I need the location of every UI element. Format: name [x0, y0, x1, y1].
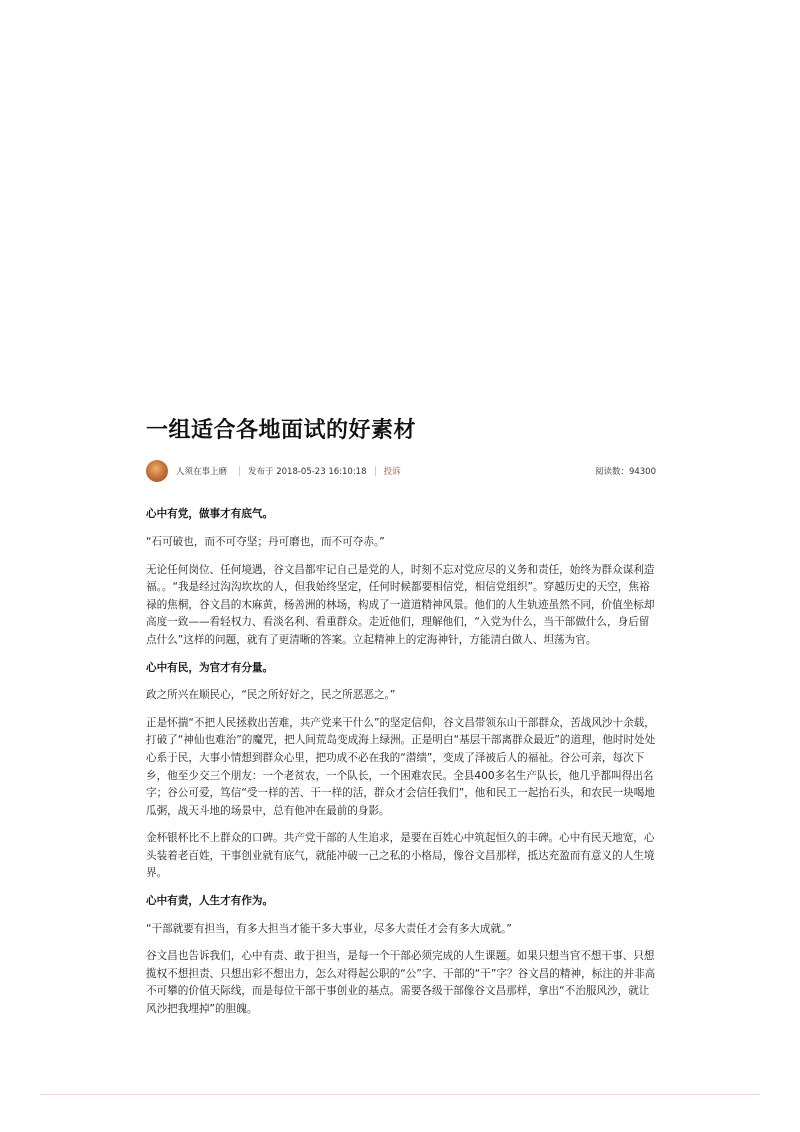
article-body — [146, 506, 656, 1018]
author-name[interactable]: 人须在事上磨 — [176, 467, 228, 478]
article — [146, 418, 656, 1029]
paragraph: “石可破也，而不可夺坚；丹可磨也，而不可夺赤。” — [146, 535, 385, 548]
article-meta — [146, 458, 656, 484]
paragraph: 正是怀揣“不把人民拯救出苦难，共产党来干什么”的坚定信仰，谷文昌带领东山干部群众，苦战风沙十余载，打破了“神仙也难治”的魔咒，把人间荒岛变成海上绿洲。正是明白“基层干部离群众最近”的道理，他时时处处心系于民，大事小情想到群众心里，把功成不必在我的“潜绩”，变成了泽被后人的福祉。谷公可亲，每次下乡，他至少交三个朋友：一个老贫农，一个队长，一个困难农民。全县400多名生产队长，他几乎都叫得出名字；谷公可爱，笃信“受一样的苦、干一样的活，群众才会信任我们”，他和民工一起抬石头，和农民一块喝地瓜粥，战天斗地的场景中，总有他冲在最前的身影。 — [146, 716, 656, 817]
paragraph: “干部就要有担当，有多大担当才能干多大事业，尽多大责任才会有多大成就。” — [146, 922, 512, 935]
section-heading: 心中有党，做事才有底气。 — [146, 508, 274, 521]
paragraph: 无论任何岗位、任何境遇，谷文昌都牢记自己是党的人，时刻不忘对党应尽的义务和责任，始终为群众谋利造福。。“我是经过沟沟坎坎的人，但我始终坚定，任何时候都要相信党，相信党组织”。穿越历史的天空，焦裕禄的焦桐，谷文昌的木麻黄，杨善洲的林场，构成了一道道精神风景。他们的人生轨迹虽然不同，价值坐标却高度一致——看轻权力、看淡名利、看重群众。走近他们，理解他们，“入党为什么，当干部做什么，身后留点什么”这样的问题，就有了更清晰的答案。立起精神上的定海神针，方能清白做人、坦荡为官。 — [146, 563, 655, 646]
divider — [375, 466, 376, 476]
section-heading: 心中有民，为官才有分量。 — [146, 661, 274, 674]
article-title: 一组适合各地面试的好素材 — [146, 418, 417, 443]
read-count: 阅读数：94300 — [594, 467, 656, 478]
publish-time: 发布于 2018-05-23 16:10:18 — [248, 467, 367, 478]
paragraph: 金杯银杯比不上群众的口碑。共产党干部的人生追求，是要在百姓心中筑起恒久的丰碑。心中有民天地宽，心头装着老百姓，干事创业就有底气，就能冲破一己之私的小格局，像谷文昌那样，抵达充盈而有意义的人生境界。 — [146, 832, 655, 880]
divider — [239, 466, 240, 476]
footer-divider — [40, 1094, 760, 1095]
avatar[interactable] — [146, 460, 168, 482]
paragraph: 谷文昌也告诉我们，心中有责、敢于担当，是每一个干部必须完成的人生课题。如果只想当官不想干事、只想揽权不想担责、只想出彩不想出力，怎么对得起公职的“公”字、干部的“干”字？谷文昌的精神，标注的并非高不可攀的价值天际线，而是每位干部干事创业的基点。需要各级干部像谷文昌那样，拿出“不治服风沙，就让风沙把我埋掉”的胆魄。 — [146, 950, 656, 1016]
paragraph: 政之所兴在顺民心，“民之所好好之，民之所恶恶之。” — [146, 689, 396, 702]
section-heading: 心中有责，人生才有作为。 — [146, 895, 274, 908]
report-link[interactable]: 投诉 — [383, 467, 401, 478]
